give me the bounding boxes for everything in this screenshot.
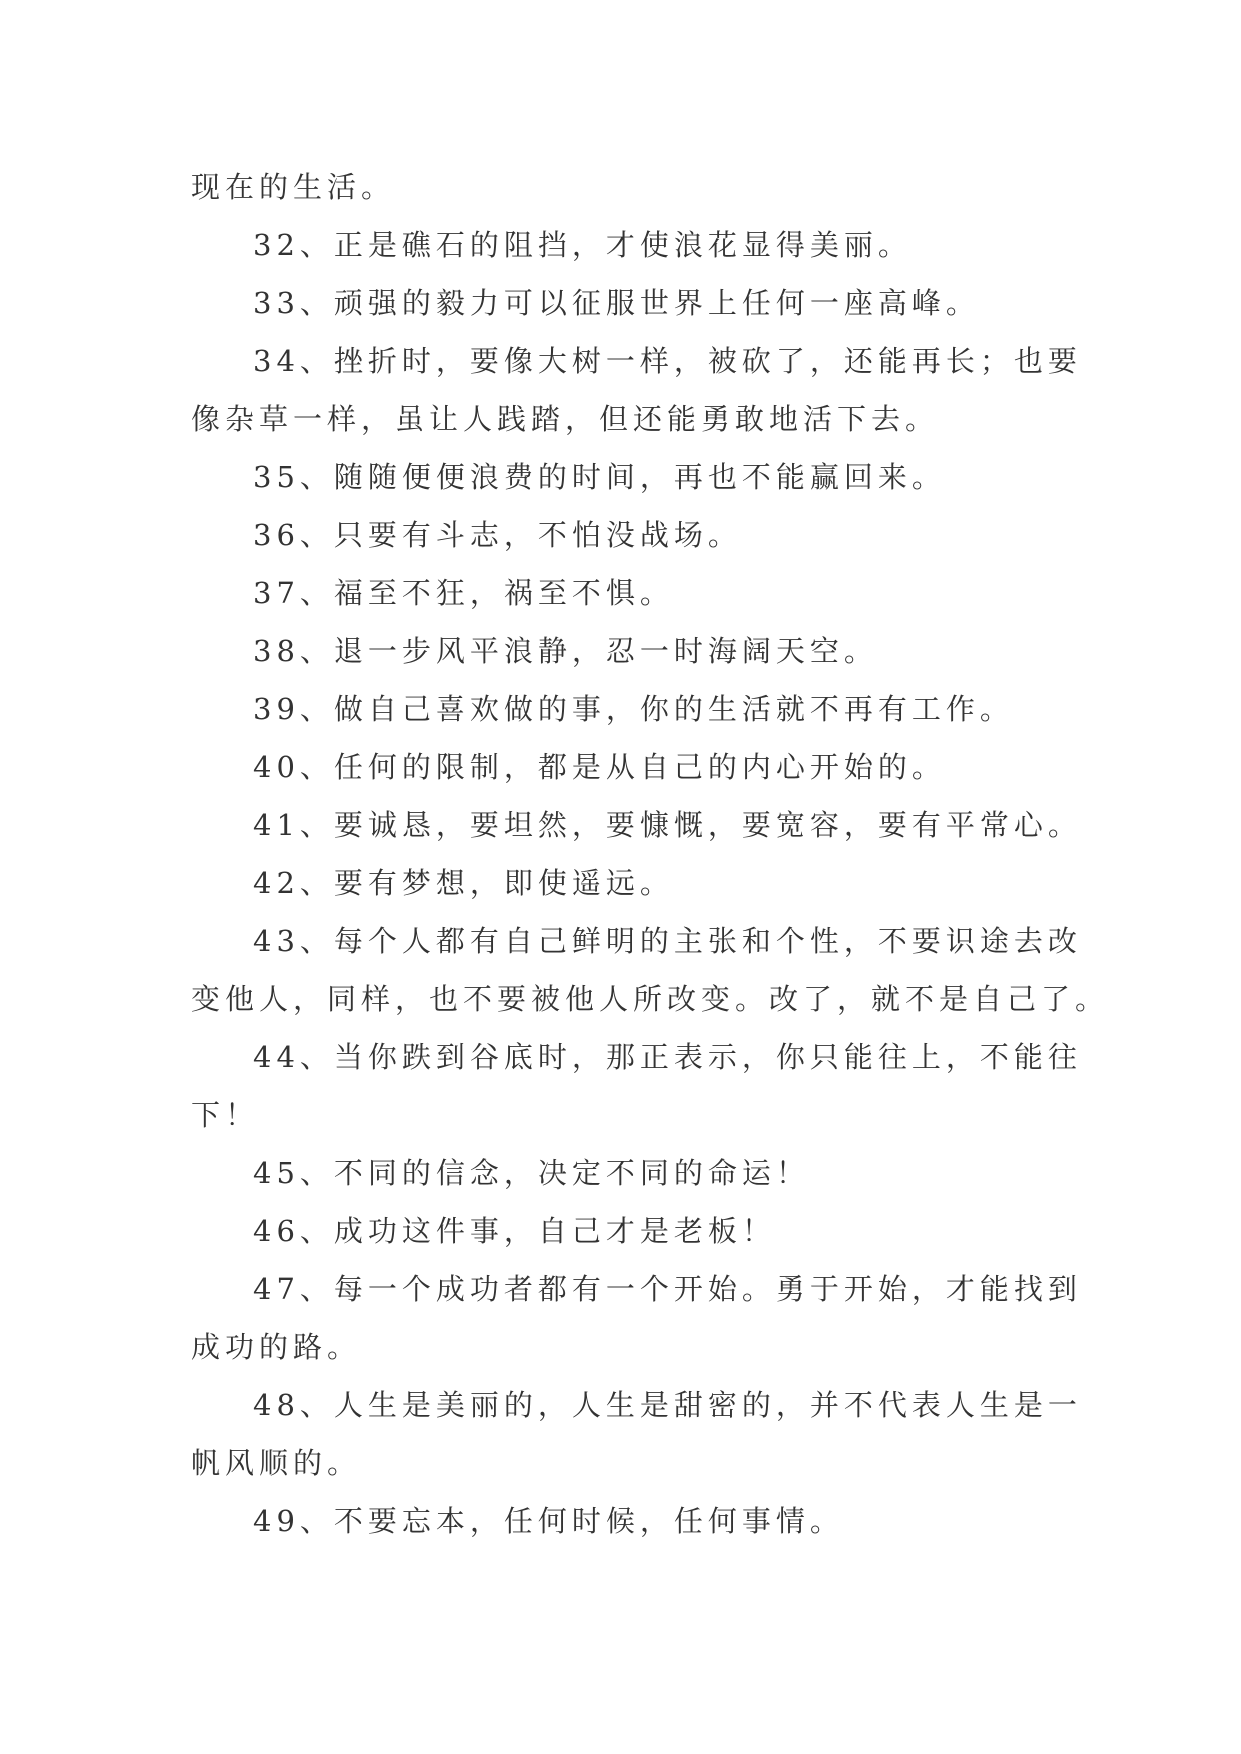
- text-line: 43、每个人都有自己鲜明的主张和个性，不要识途去改: [253, 924, 1082, 958]
- text-line: 变他人，同样，也不要被他人所改变。改了，就不是自己了。: [191, 982, 1110, 1016]
- text-line: 下！: [191, 1098, 260, 1132]
- text-line: 32、正是礁石的阻挡，才使浪花显得美丽。: [253, 228, 912, 262]
- text-line: 37、福至不狂，祸至不惧。: [253, 576, 674, 610]
- text-line: 48、人生是美丽的，人生是甜密的，并不代表人生是一: [253, 1388, 1082, 1422]
- text-line: 41、要诚恳，要坦然，要慷慨，要宽容，要有平常心。: [253, 808, 1082, 842]
- text-line: 44、当你跌到谷底时，那正表示，你只能往上，不能往: [253, 1040, 1082, 1074]
- text-line: 38、退一步风平浪静，忍一时海阔天空。: [253, 634, 878, 668]
- text-line: 35、随随便便浪费的时间，再也不能赢回来。: [253, 460, 946, 494]
- text-line: 46、成功这件事，自己才是老板！: [253, 1214, 776, 1248]
- document-body: [191, 158, 1110, 1550]
- text-line: 36、只要有斗志，不怕没战场。: [253, 518, 742, 552]
- text-line: 现在的生活。: [191, 170, 396, 204]
- text-line: 39、做自己喜欢做的事，你的生活就不再有工作。: [253, 692, 1014, 726]
- text-line: 45、不同的信念，决定不同的命运！: [253, 1156, 810, 1190]
- text-line: 49、不要忘本，任何时候，任何事情。: [253, 1504, 844, 1538]
- text-line: 34、挫折时，要像大树一样，被砍了，还能再长；也要: [253, 344, 1082, 378]
- text-line: 47、每一个成功者都有一个开始。勇于开始，才能找到: [253, 1272, 1082, 1306]
- text-line: 42、要有梦想，即使遥远。: [253, 866, 674, 900]
- text-line: 40、任何的限制，都是从自己的内心开始的。: [253, 750, 946, 784]
- text-line: 帆风顺的。: [191, 1446, 362, 1480]
- text-line: 成功的路。: [191, 1330, 362, 1364]
- text-line: 像杂草一样，虽让人践踏，但还能勇敢地活下去。: [191, 402, 940, 436]
- text-line: 33、顽强的毅力可以征服世界上任何一座高峰。: [253, 286, 980, 320]
